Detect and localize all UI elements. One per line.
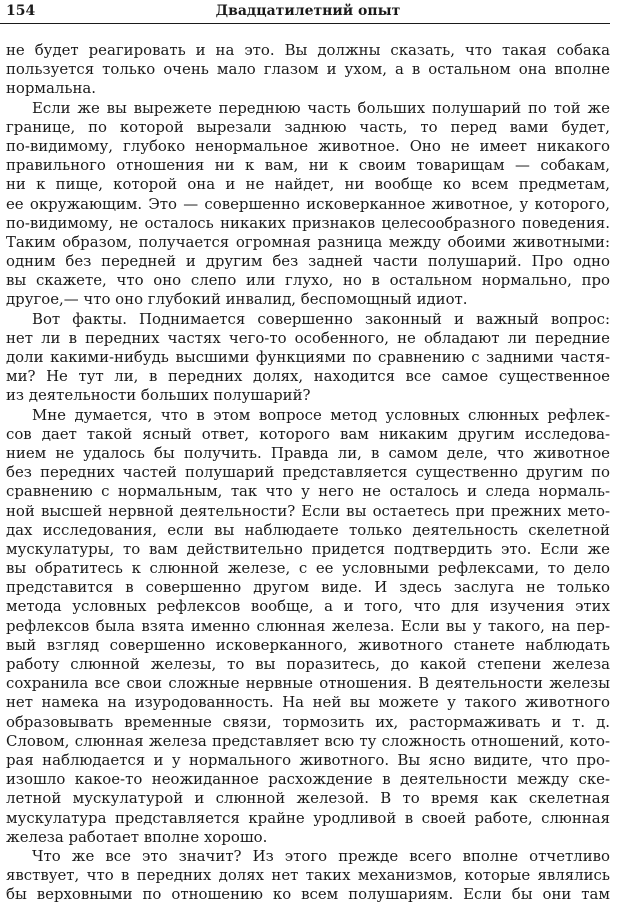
text-line: ной высшей нервной деятельности? Если вы остаетесь при прежних мето- (6, 501, 610, 520)
text-line: по-видимому, не осталось никаких признаков целесообразного поведения. (6, 213, 610, 232)
text-line: границе, по которой вырезали заднюю часть, то перед вами будет, (6, 117, 610, 136)
text-line: Если же вы вырежете переднюю часть больших полушарий по той же (32, 98, 610, 117)
text-line: явствует, что в передних долях нет таких механизмов, которые являлись (6, 866, 610, 885)
text-line: доли какими-нибудь высшими функциями по сравнению с задними частя- (6, 348, 610, 366)
body-text (6, 41, 610, 904)
text-line: нием не удалось бы получить. Правда ли, в самом деле, что животное (6, 443, 610, 462)
text-line: мускулатуры, то вам действительно придется подтвердить это. Если же (6, 539, 610, 558)
text-line: нет ли в передних частях чего-то особенного, не обладают ли передние (6, 328, 610, 347)
text-line: Мне думается, что в этом вопросе метод условных слюнных рефлек- (32, 405, 610, 424)
text-line: бы верховными по отношению ко всем полушариям. Если бы они там (6, 885, 610, 904)
text-line: другое,— что оно глубокий инвалид, беспомощный идиот. (6, 290, 468, 309)
text-line: по-видимому, глубоко ненормальное животное. Оно не имеет никакого (6, 136, 610, 155)
text-line: образовывать временные связи, тормозить их, растормаживать и т. д. (6, 712, 610, 731)
text-line: из деятельности больших полушарий? (6, 386, 311, 405)
header-rule (0, 23, 610, 24)
text-line: метода условных рефлексов вообще, а и того, что для изучения этих (6, 597, 610, 616)
text-line: пользуется только очень мало глазом и ухом, а в остальном она вполне (6, 60, 610, 79)
text-line: правильного отношения ни к вам, ни к своим товарищам — собакам, (6, 156, 610, 175)
running-head (6, 3, 610, 23)
page-number: 154 (6, 3, 36, 19)
text-line: вый взгляд совершенно исковерканного, животного станете наблюдать (6, 635, 610, 654)
text-line: изошло какое-то неожиданное расхождение в деятельности между ске- (6, 770, 610, 789)
text-line: сохранила все свои сложные нервные отношения. В деятельности железы (6, 674, 610, 693)
text-line: вы скажете, что оно слепо или глухо, но в остальном нормально, про (6, 271, 610, 290)
text-line: сов дает такой ясный ответ, которого вам никаким другим исследова- (6, 424, 610, 443)
text-line: Вот факты. Поднимается совершенно законный и важный вопрос: (32, 309, 610, 328)
text-line: железа работает вполне хорошо. (6, 827, 268, 846)
text-line: нормальна. (6, 79, 96, 98)
text-line: мускулатура представляется крайне уродливой в своей работе, слюнная (6, 808, 610, 827)
running-title: Двадцатилетний опыт (215, 3, 401, 19)
text-line: сравнению с нормальным, так что у него не осталось и следа нормаль- (6, 482, 610, 501)
text-line: ни к пище, которой она и не найдет, ни вообще ко всем предметам, (6, 175, 610, 194)
text-line: дах исследования, если вы наблюдаете только деятельность скелетной (6, 520, 610, 539)
text-line: представится в совершенно другом виде. И здесь заслуга не только (6, 578, 610, 597)
text-line: рая наблюдается и у нормального животного. Вы ясно видите, что про- (6, 750, 610, 769)
text-line: вы обратитесь к слюнной железе, с ее условными рефлексами, то дело (6, 559, 610, 578)
text-line: одним без передней и другим без задней части полушарий. Про одно (6, 252, 610, 271)
text-line: Таким образом, получается огромная разница между обоими животными: (6, 232, 610, 251)
text-line: без передних частей полушарий представляется существенно другим по (6, 463, 610, 482)
text-line: работу слюнной железы, то вы поразитесь, до какой степени железа (6, 655, 610, 673)
text-line: ми? Не тут ли, в передних долях, находится все самое существенное (6, 367, 610, 386)
text-line: рефлексов была взята именно слюнная железа. Если вы у такого, на пер- (6, 616, 610, 635)
text-line: нет намека на изуродованность. На ней вы можете у такого животного (6, 693, 610, 712)
text-line: Словом, слюнная железа представляет всю ту сложность отношений, кото- (6, 731, 610, 750)
text-line: ее окружающим. Это — совершенно исковерканное животное, у которого, (6, 194, 610, 213)
text-line: летной мускулатурой и слюнной железой. В то время как скелетная (6, 789, 610, 808)
text-line: не будет реагировать и на это. Вы должны сказать, что такая собака (6, 41, 610, 59)
text-line: Что же все это значит? Из этого прежде всего вполне отчетливо (32, 846, 610, 865)
